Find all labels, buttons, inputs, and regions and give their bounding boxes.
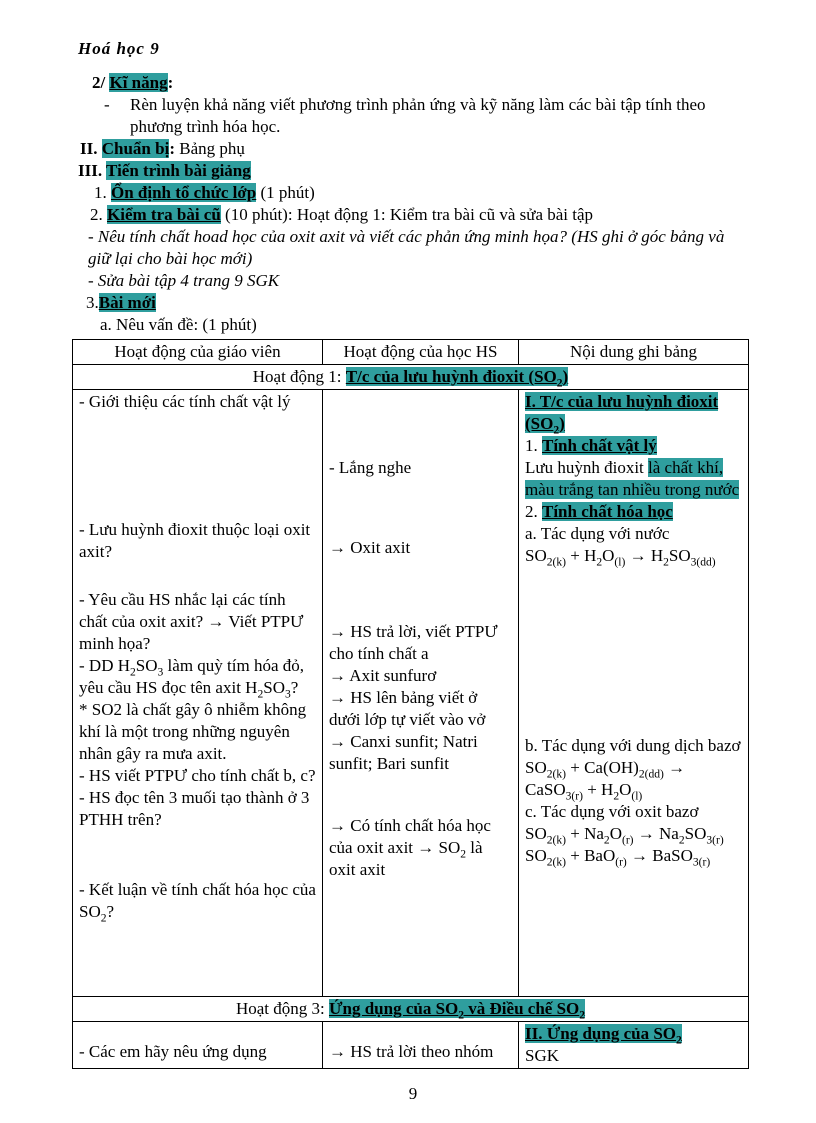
activity1-title-cell — [73, 365, 749, 390]
activity1-title-row — [73, 365, 749, 390]
subscript: 2 — [458, 1008, 465, 1022]
paragraph — [525, 845, 742, 867]
text-segment: $SO_{2(k)} + BaO_{(r)}$ → BaSO$_{3(r)}$ — [525, 846, 711, 869]
text-segment: - Các em hãy nêu ứng dụng — [79, 1042, 267, 1061]
subscript: 2 — [613, 789, 620, 803]
subscript: 3 — [284, 687, 291, 701]
text-segment: - Giới thiệu các tính chất vật lý — [79, 392, 291, 411]
text-segment: c. Tác dụng với oxit bazơ — [525, 802, 699, 821]
intro-section — [78, 72, 748, 336]
paragraph — [525, 1023, 742, 1045]
subscript: 2(k) — [546, 855, 566, 869]
paragraph — [78, 270, 748, 292]
text-segment: - Lắng nghe — [329, 458, 412, 477]
subscript: 2 — [603, 833, 610, 847]
paragraph — [79, 879, 316, 923]
activity3-content-row — [73, 1022, 749, 1069]
paragraph — [525, 757, 742, 779]
paragraph — [525, 1045, 742, 1067]
subscript: 2 — [556, 376, 563, 390]
text-segment: Ứng dụng của $SO_2$ và Điều chế $SO_2$ — [328, 999, 586, 1022]
text-segment: b. Tác dụng với dung dịch bazơ — [525, 736, 741, 755]
subscript: 2 — [100, 911, 107, 925]
subscript: 2 — [553, 423, 560, 437]
page-number: 9 — [408, 1084, 418, 1103]
text-segment: Kĩ năng — [109, 73, 168, 92]
text-segment: Kiểm tra bài cũ — [107, 205, 221, 224]
activity3-title-row — [73, 997, 749, 1022]
text-segment: I. T/c của lưu huỳnh đioxit $(SO_2)$ — [525, 392, 719, 437]
text-segment: 2/ — [92, 73, 110, 92]
paragraph — [525, 823, 742, 845]
text-segment: Rèn luyện khả năng viết phương trình phản ứng và kỹ năng làm các bài tập tính theo phương trình hóa học. — [130, 95, 706, 136]
paragraph — [78, 182, 748, 204]
paragraph — [78, 94, 748, 138]
paragraph — [329, 731, 512, 775]
text-segment: là chất khí, màu trắng tan nhiều trong nước — [525, 458, 740, 499]
paragraph — [78, 292, 748, 314]
text-segment: - — [104, 95, 110, 114]
text-segment: Bài mới — [98, 293, 156, 312]
teacher-cell-2 — [73, 1022, 323, 1069]
text-segment: Tiến trình bài giảng — [106, 161, 251, 180]
spacer — [329, 479, 512, 537]
paragraph — [525, 391, 742, 435]
text-segment: III. — [78, 161, 107, 180]
text-segment: - HS viết PTPƯ cho tính chất b, c? — [79, 766, 316, 785]
subscript: 2(k) — [546, 833, 566, 847]
paragraph — [78, 226, 748, 270]
text-segment: Hoạt động 1: — [252, 367, 346, 386]
activity3-title-cell — [73, 997, 749, 1022]
subscript: 3 — [157, 665, 164, 679]
text-segment: → HS trả lời, viết PTPƯ cho tính chất a — [329, 622, 498, 663]
board-cell — [519, 390, 749, 997]
col-header-student: Hoạt động của học HS — [323, 340, 519, 365]
paragraph — [79, 589, 316, 655]
subscript: 2 — [130, 665, 136, 679]
subscript: 2 — [579, 1008, 586, 1022]
text-segment: Tính chất vật lý — [542, 436, 657, 455]
subscript: 2 — [596, 555, 603, 569]
paragraph — [525, 545, 742, 567]
text-segment: T/c của lưu huỳnh đioxit $(SO_2)$ — [345, 367, 569, 390]
text-segment: - Yêu cầu HS nhắc lại các tính chất của oxit axit? → Viết PTPƯ minh họa? — [79, 590, 304, 653]
spacer — [329, 391, 512, 457]
student-cell-2 — [323, 1022, 519, 1069]
spacer — [79, 563, 316, 589]
spacer — [79, 831, 316, 879]
subscript: 2 — [460, 847, 467, 861]
text-segment: a. Nêu vấn đề: (1 phút) — [100, 315, 257, 334]
subscript: 2 — [663, 555, 669, 569]
spacer — [79, 1023, 316, 1041]
text-segment: II. Ứng dụng của $SO_2$ — [525, 1024, 682, 1047]
text-segment: - Lưu huỳnh đioxit thuộc loại oxit axit? — [79, 520, 311, 561]
paragraph — [79, 699, 316, 765]
text-segment: a. Tác dụng với nước — [525, 524, 670, 543]
paragraph — [525, 779, 742, 801]
paragraph — [329, 621, 512, 665]
paragraph — [78, 204, 748, 226]
paragraph — [79, 391, 316, 413]
subscript: (l) — [614, 555, 626, 569]
paragraph — [525, 735, 742, 757]
paragraph — [78, 138, 748, 160]
paragraph — [329, 1041, 512, 1063]
text-segment: → Canxi sunfit; Natri sunfit; Bari sunfit — [329, 732, 478, 773]
text-segment: 2. — [525, 502, 542, 521]
text-segment: 1. — [94, 183, 111, 202]
paragraph — [329, 537, 512, 559]
paragraph — [79, 1041, 316, 1063]
text-segment: → Oxit axit — [329, 538, 411, 557]
text-segment: 3. — [86, 293, 99, 312]
text-segment: II. — [80, 139, 102, 158]
paragraph — [525, 801, 742, 823]
subscript: 3(r) — [706, 833, 724, 847]
student-cell — [323, 390, 519, 997]
text-segment: $SO_{2(k)} + Na_2O_{(r)} \to Na_2SO_{3(r)}$ — [525, 824, 724, 847]
text-segment: - DD $H_2SO_3$ làm quỳ tím hóa đỏ, yêu cầu HS đọc tên axit $H_2SO_3$? — [79, 656, 305, 701]
text-segment: Lưu huỳnh đioxit — [525, 458, 649, 477]
text-segment: → HS trả lời theo nhóm — [329, 1042, 494, 1061]
subscript: 2(k) — [546, 767, 566, 781]
text-segment: → Axit sunfurơ — [329, 666, 437, 685]
paragraph — [329, 665, 512, 687]
spacer — [329, 775, 512, 815]
subscript: 2 — [257, 687, 264, 701]
table-header-row — [73, 340, 749, 365]
text-segment: CaSO$_{3(r)}$ + $H_2O_{(l)}$ — [525, 780, 643, 803]
paragraph — [79, 765, 316, 787]
paragraph — [329, 457, 512, 479]
subscript: (r) — [621, 833, 634, 847]
text-segment: 2. — [90, 205, 107, 224]
spacer — [525, 567, 742, 735]
subscript: 2(k) — [546, 555, 566, 569]
paragraph — [79, 787, 316, 831]
text-segment: Hoạt động 3: — [235, 999, 329, 1018]
paragraph — [525, 457, 742, 501]
subscript: 2 — [676, 1033, 682, 1047]
spacer — [329, 1023, 512, 1041]
subscript: 3(r) — [565, 789, 583, 803]
col-header-board: Nội dung ghi bảng — [519, 340, 749, 365]
board-cell-2 — [519, 1022, 749, 1069]
text-segment: Bảng phụ — [179, 139, 245, 158]
spacer — [79, 413, 316, 519]
col-header-teacher: Hoạt động của giáo viên — [73, 340, 323, 365]
subscript: 2 — [678, 833, 685, 847]
doc-header: Hoá học 9 — [78, 39, 160, 58]
paragraph — [525, 435, 742, 457]
text-segment: → HS lên bảng viết ở dưới lớp tự viết vào vở — [329, 688, 486, 729]
text-segment: (1 phút) — [256, 183, 315, 202]
text-segment: * SO2 là chất gây ô nhiễm không khí là một trong những nguyên nhân gây ra mưa axit. — [79, 700, 307, 763]
text-segment: Ổn định tổ chức lớp — [111, 183, 257, 202]
paragraph — [79, 519, 316, 563]
text-segment: $SO_{2(k)} + Ca(OH)_{2(dd)}$ → — [525, 758, 686, 781]
subscript: (r) — [615, 855, 627, 869]
paragraph — [78, 72, 748, 94]
text-segment: - Nêu tính chất hoad học của oxit axit và viết các phản ứng minh họa? (HS ghi ở góc bảng và giữ lại cho bài học mới) — [88, 227, 725, 268]
text-segment: → Có tính chất hóa học của oxit axit → $SO_2$ là oxit axit — [329, 816, 491, 879]
paragraph — [525, 501, 742, 523]
teacher-cell — [73, 390, 323, 997]
text-segment: 1. — [525, 436, 542, 455]
text-segment: : — [167, 73, 174, 92]
text-segment: : — [169, 139, 180, 158]
text-segment: $SO_{2(k)} + H_2O_{(l)} \to H_2SO_{3(dd)}$ — [525, 546, 716, 569]
spacer — [329, 559, 512, 621]
paragraph — [329, 687, 512, 731]
text-segment: - Kết luận về tính chất hóa học của $SO_2$? — [79, 880, 316, 925]
lesson-plan-table — [72, 339, 749, 1069]
text-segment: Tính chất hóa học — [542, 502, 673, 521]
text-segment: SGK — [525, 1046, 560, 1065]
paragraph — [78, 314, 748, 336]
subscript: 3(dd) — [690, 555, 716, 569]
subscript: 3(r) — [692, 855, 711, 869]
subscript: 2(dd) — [638, 767, 664, 781]
text-segment: Chuẩn bị — [101, 139, 170, 158]
paragraph — [79, 655, 316, 699]
text-segment: - Sửa bài tập 4 trang 9 SGK — [88, 271, 280, 290]
subscript: (l) — [631, 789, 643, 803]
activity1-content-row — [73, 390, 749, 997]
text-segment: (10 phút): Hoạt động 1: Kiểm tra bài cũ và sửa bài tập — [220, 205, 594, 224]
paragraph — [525, 523, 742, 545]
paragraph — [329, 815, 512, 881]
text-segment: - HS đọc tên 3 muối tạo thành ở 3 PTHH trên? — [79, 788, 310, 829]
paragraph — [78, 160, 748, 182]
